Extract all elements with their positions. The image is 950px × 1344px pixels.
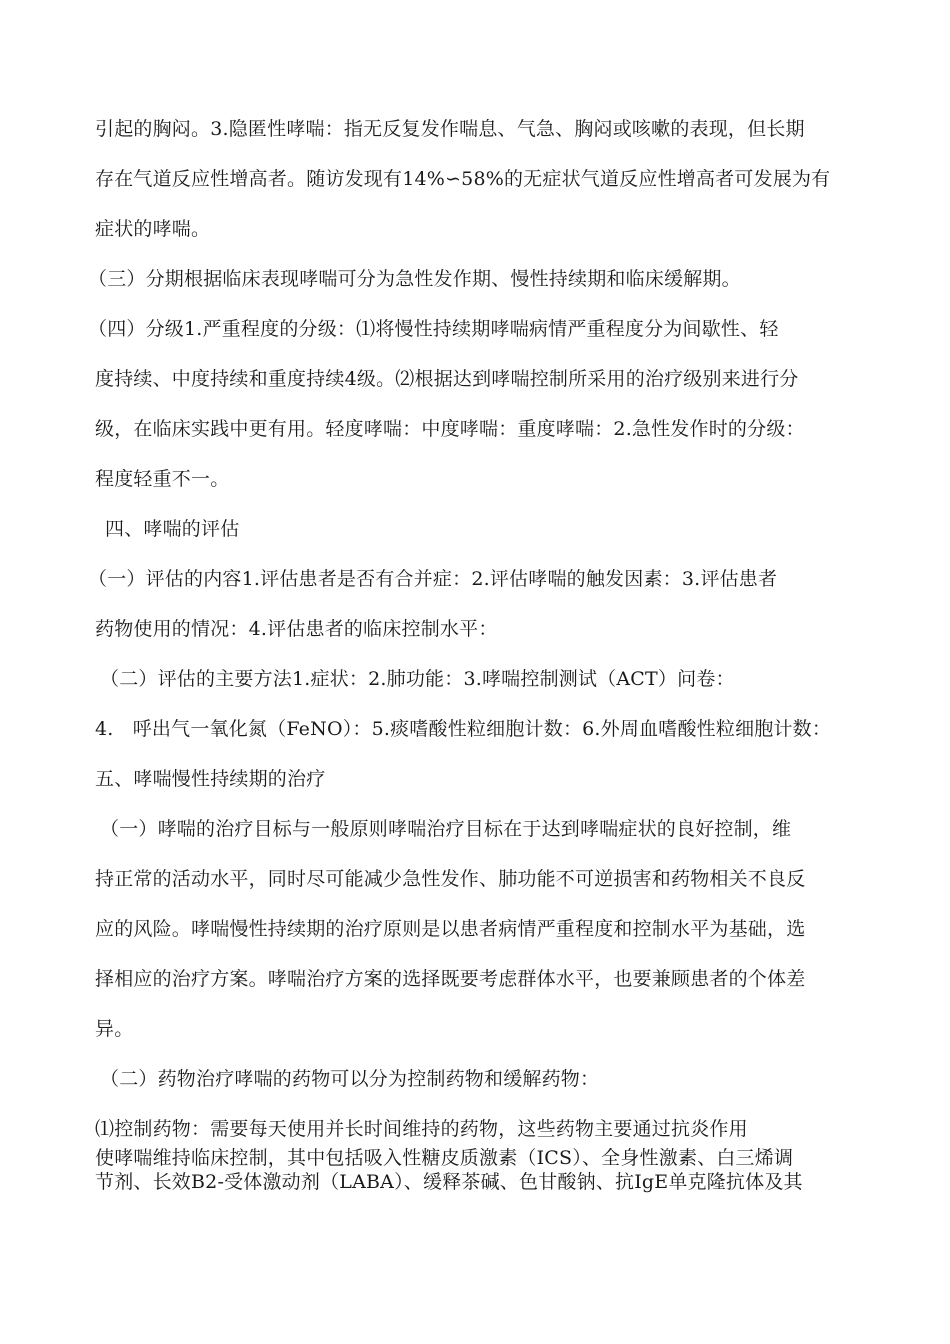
text-line: 使哮喘维持临床控制，其中包括吸入性糖皮质激素（ICS）、全身性激素、白三烯调 xyxy=(95,1147,794,1169)
section-heading: （三）分期根据临床表现哮喘可分为急性发作期、慢性持续期和临床缓解期。 xyxy=(88,268,741,290)
section-heading: （二）评估的主要方法1.症状：2.肺功能：3.哮喘控制测试（ACT）问卷： xyxy=(100,668,735,690)
text-line: 症状的哮喘。 xyxy=(95,218,211,240)
text-line: 择相应的治疗方案。哮喘治疗方案的选择既要考虑群体水平，也要兼顾患者的个体差 xyxy=(95,968,806,990)
text-line: 引起的胸闷。3.隐匿性哮喘：指无反复发作喘息、气急、胸闷或咳嗽的表现，但长期 xyxy=(95,118,805,140)
text-line: 应的风险。哮喘慢性持续期的治疗原则是以患者病情严重程度和控制水平为基础，选 xyxy=(95,918,806,940)
section-heading: （一）哮喘的治疗目标与一般原则哮喘治疗目标在于达到哮喘症状的良好控制，维 xyxy=(100,818,792,840)
text-line: 药物使用的情况：4.评估患者的临床控制水平： xyxy=(95,618,498,640)
text-line: 存在气道反应性增高者。随访发现有14%∽58%的无症状气道反应性增高者可发展为有 xyxy=(95,168,831,190)
text-line: 节剂、长效B2-受体激动剂（LABA）、缓释茶碱、色甘酸钠、抗IgE单克隆抗体及其 xyxy=(95,1171,803,1193)
section-heading: （二）药物治疗哮喘的药物可以分为控制药物和缓解药物： xyxy=(100,1068,600,1090)
chapter-heading: 四、哮喘的评估 xyxy=(105,518,240,540)
text-line: 程度轻重不一。 xyxy=(95,468,230,490)
text-line: ⑴控制药物：需要每天使用并长时间维持的药物，这些药物主要通过抗炎作用 xyxy=(95,1118,748,1140)
text-line: 异。 xyxy=(95,1018,134,1040)
text-line: 度持续、中度持续和重度持续4级。⑵根据达到哮喘控制所采用的治疗级别来进行分 xyxy=(95,368,799,390)
text-line: 4. 呼出气一氧化氮（FeNO）：5.痰嗜酸性粒细胞计数：6.外周血嗜酸性粒细胞计数： xyxy=(95,718,832,740)
section-heading: （四）分级1.严重程度的分级：⑴将慢性持续期哮喘病情严重程度分为间歇性、轻 xyxy=(88,318,779,340)
section-heading: （一）评估的内容1.评估患者是否有合并症：2.评估哮喘的触发因素：3.评估患者 xyxy=(88,568,778,590)
text-line: 级，在临床实践中更有用。轻度哮喘：中度哮喘：重度哮喘：2.急性发作时的分级： xyxy=(95,418,805,440)
text-line: 持正常的活动水平，同时尽可能减少急性发作、肺功能不可逆损害和药物相关不良反 xyxy=(95,868,806,890)
chapter-heading: 五、哮喘慢性持续期的治疗 xyxy=(95,768,326,790)
